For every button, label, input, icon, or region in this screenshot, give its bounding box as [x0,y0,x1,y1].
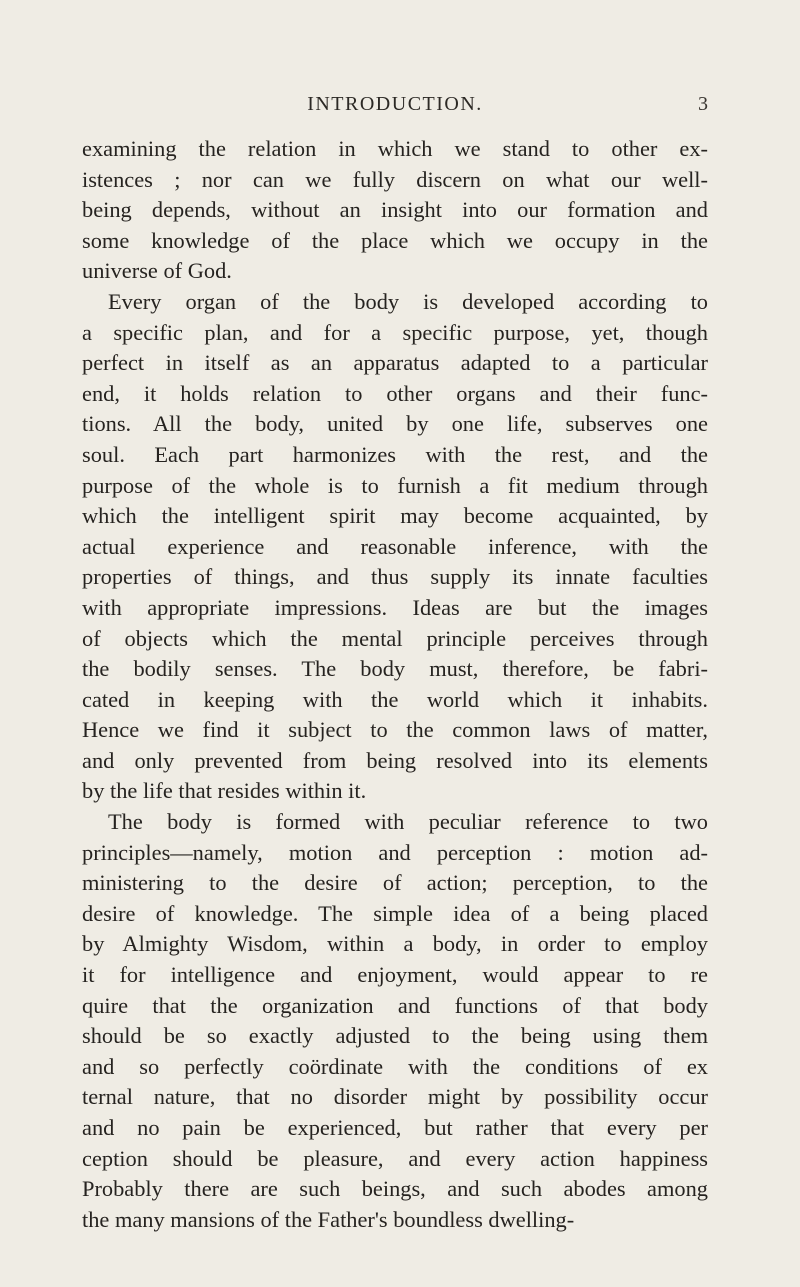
text-line: some knowledge of the place which we occupy in the [82,227,708,253]
text-line: by the life that resides within it. [82,778,367,804]
text-line: examining the relation in which we stand to other ex- [82,136,708,161]
text-line: a specific plan, and for a specific purpose, yet, though [82,319,708,345]
text-line: tions. All the body, united by one life, subserves one [82,411,708,437]
text-line: and only prevented from being resolved into its elements [82,747,708,773]
text-line: purpose of the whole is to furnish a fit medium through [82,472,708,498]
running-head [82,93,708,123]
text-line: Hence we find it subject to the common laws of matter, [82,717,708,743]
text-line: the bodily senses. The body must, therefore, be fabri- [82,656,708,682]
text-line: Every organ of the body is developed according to [108,288,708,314]
text-line: ministering to the desire of action; perception, to the [82,870,708,896]
text-line: of objects which the mental principle perceives through [82,625,708,651]
text-line: cated in keeping with the world which it inhabits. [82,686,708,712]
text-line: quire that the organization and functions of that body [82,992,708,1018]
text-line: ception should be pleasure, and every action happiness [82,1145,708,1171]
text-line: properties of things, and thus supply its innate faculties [82,564,708,590]
text-line: universe of God. [82,258,232,284]
text-line: The body is formed with peculiar reference to two [108,809,708,835]
text-line: by Almighty Wisdom, within a body, in order to employ [82,931,708,957]
text-line: end, it holds relation to other organs and their func- [82,380,708,406]
header-title: INTRODUCTION. [307,93,483,115]
text-line: ternal nature, that no disorder might by possibility occur [82,1084,708,1110]
page-number: 3 [698,93,708,115]
text-line: principles—namely, motion and perception : motion ad- [82,839,708,865]
text-line: actual experience and reasonable inference, with the [82,533,708,559]
text-line: istences ; nor can we fully discern on what our well- [82,166,708,192]
text-line: should be so exactly adjusted to the being using them [82,1023,708,1049]
text-line: the many mansions of the Father's boundless dwelling- [82,1206,575,1232]
text-line: with appropriate impressions. Ideas are but the images [82,594,708,620]
text-line: it for intelligence and enjoyment, would appear to re [82,962,708,988]
text-line: being depends, without an insight into our formation and [82,197,708,223]
text-line: soul. Each part harmonizes with the rest, and the [82,441,708,467]
body-text [82,134,708,1235]
text-line: which the intelligent spirit may become acquainted, by [82,503,708,529]
text-line: Probably there are such beings, and such abodes among [82,1176,708,1202]
text-line: and so perfectly coördinate with the conditions of ex [82,1053,708,1079]
text-line: desire of knowledge. The simple idea of a being placed [82,900,708,926]
text-line: perfect in itself as an apparatus adapted to a particular [82,350,708,376]
text-line: and no pain be experienced, but rather that every per [82,1115,708,1140]
